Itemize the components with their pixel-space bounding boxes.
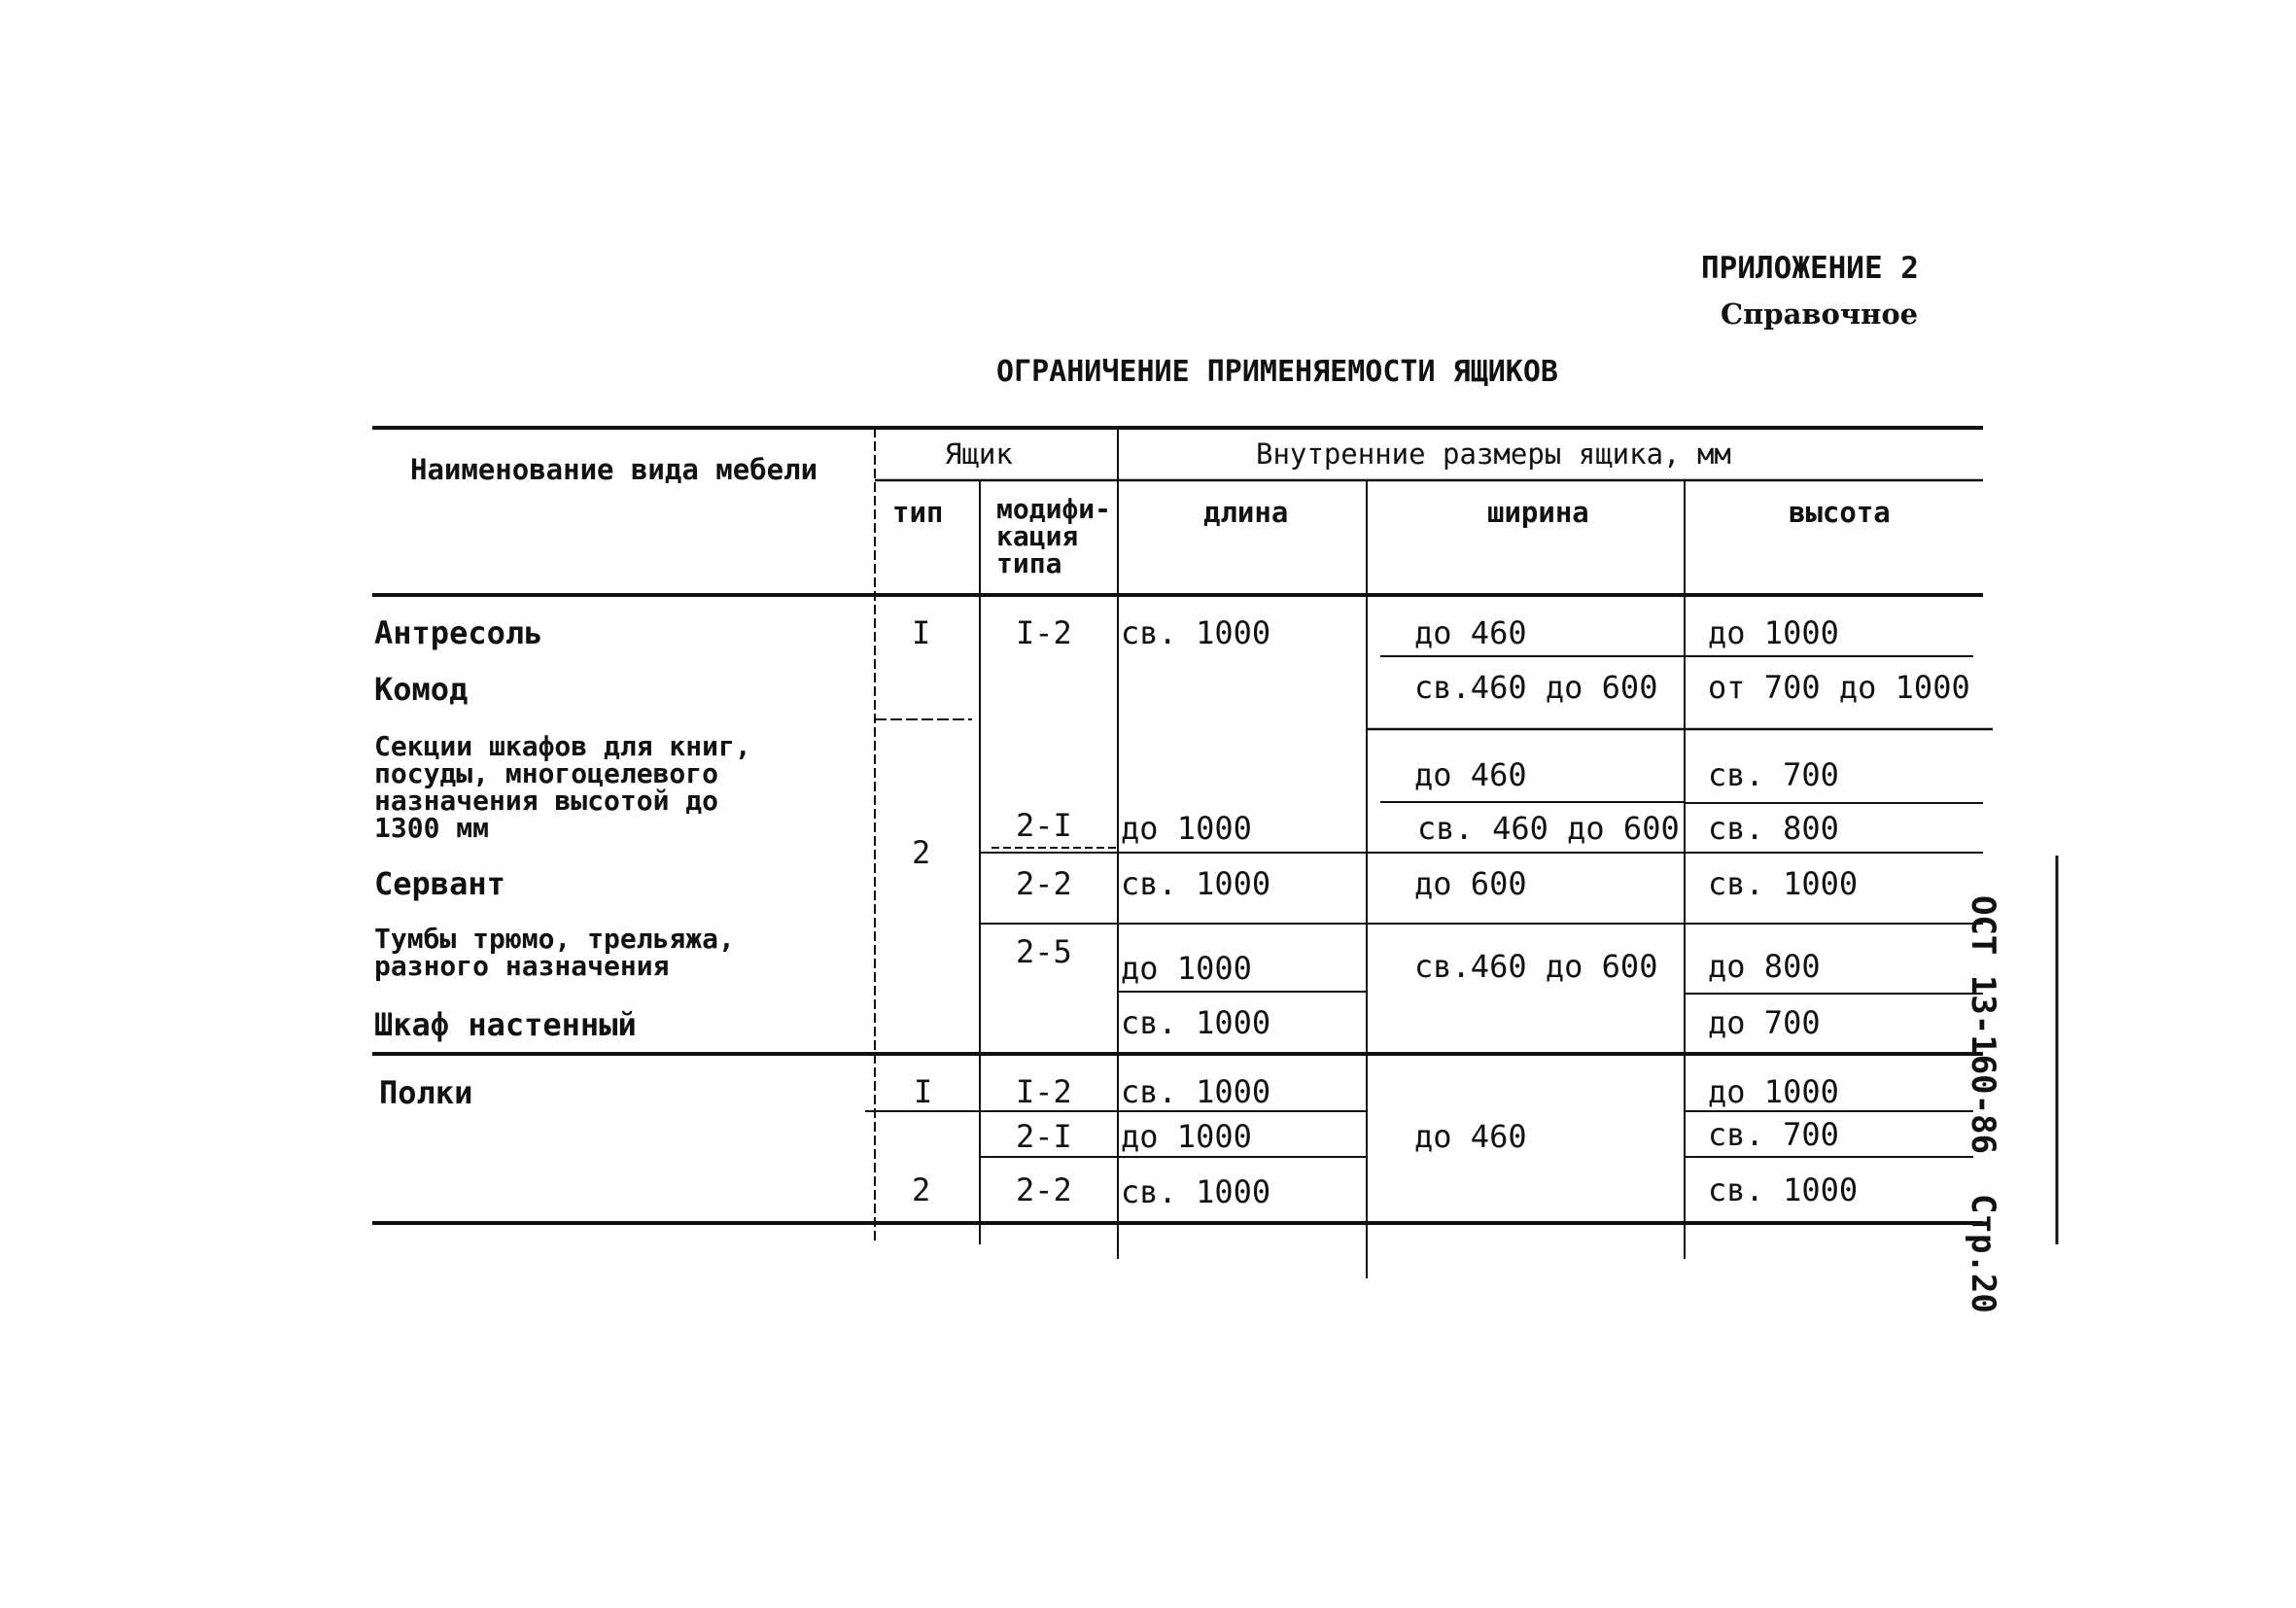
row-name-tumby: Тумбы трюмо, трельяжа, разного назначения <box>374 923 735 982</box>
mod-cell: 2-I <box>1016 1118 1072 1155</box>
length-cell: св. 1000 <box>1121 614 1271 651</box>
header-width: ширина <box>1487 496 1589 529</box>
width-cell: до 460 <box>1414 756 1527 793</box>
width-cell: до 600 <box>1414 865 1527 902</box>
height-cell: св. 700 <box>1708 1116 1839 1153</box>
width-cell: св.460 до 600 <box>1414 948 1658 985</box>
page-number: Стр.20 <box>1964 1194 2002 1313</box>
type-cell: I <box>914 1073 933 1110</box>
mod-cell: 2-5 <box>1016 933 1072 970</box>
mod-cell: I-2 <box>1016 1073 1072 1110</box>
row-name-komod: Комод <box>374 671 469 708</box>
length-cell: св. 1000 <box>1121 1073 1271 1110</box>
length-cell: св. 1000 <box>1121 1173 1271 1210</box>
type-cell: 2 <box>912 834 931 871</box>
mod-cell: 2-2 <box>1016 1171 1072 1208</box>
header-name: Наименование вида мебели <box>410 453 818 486</box>
height-cell: св. 1000 <box>1708 1171 1859 1208</box>
height-cell: до 1000 <box>1708 614 1839 651</box>
length-cell: св. 1000 <box>1121 865 1271 902</box>
width-cell: до 460 <box>1414 614 1527 651</box>
height-cell: до 1000 <box>1708 1073 1839 1110</box>
width-cell: до 460 <box>1414 1118 1527 1155</box>
row-name-sekcii: Секции шкафов для книг, посуды, многоцелевого назначения высотой до 1300 мм <box>374 730 751 844</box>
document-title: ОГРАНИЧЕНИЕ ПРИМЕНЯЕМОСТИ ЯЩИКОВ <box>996 355 1558 389</box>
length-cell: до 1000 <box>1121 1118 1252 1155</box>
type-cell: 2 <box>912 1171 931 1208</box>
height-cell: до 800 <box>1708 948 1821 985</box>
row-name-shkaf: Шкаф настенный <box>374 1006 637 1043</box>
mod-cell: 2-2 <box>1016 865 1072 902</box>
length-cell: св. 1000 <box>1121 1004 1271 1041</box>
height-cell: св. 1000 <box>1708 865 1859 902</box>
height-cell: св. 700 <box>1708 756 1839 793</box>
width-cell: св.460 до 600 <box>1414 669 1658 706</box>
type-cell: I <box>912 614 931 651</box>
appendix-title: ПРИЛОЖЕНИЕ 2 <box>1701 251 1919 286</box>
height-cell: св. 800 <box>1708 810 1839 847</box>
header-type: тип <box>892 496 944 529</box>
length-cell: до 1000 <box>1121 950 1252 987</box>
height-cell: от 700 до 1000 <box>1708 669 1970 706</box>
row-name-polki: Полки <box>379 1074 473 1111</box>
header-length: длина <box>1203 496 1289 529</box>
width-cell: св. 460 до 600 <box>1417 810 1680 847</box>
header-modification: модифи- кация типа <box>996 493 1112 579</box>
height-cell: до 700 <box>1708 1004 1821 1041</box>
length-cell: до 1000 <box>1121 810 1252 847</box>
header-internal-dimensions: Внутренние размеры ящика, мм <box>1256 437 1731 471</box>
mod-cell: 2-I <box>1016 807 1072 844</box>
document-code: ОСТ 13-160-86 <box>1964 894 2002 1155</box>
row-name-servant: Сервант <box>374 865 505 902</box>
header-box: Ящик <box>945 437 1013 471</box>
row-name-antresol: Антресоль <box>374 614 543 651</box>
appendix-subtitle: Справочное <box>1721 297 1919 331</box>
side-document-code <box>1964 856 2041 1313</box>
mod-cell: I-2 <box>1016 614 1072 651</box>
header-height: высота <box>1789 496 1891 529</box>
